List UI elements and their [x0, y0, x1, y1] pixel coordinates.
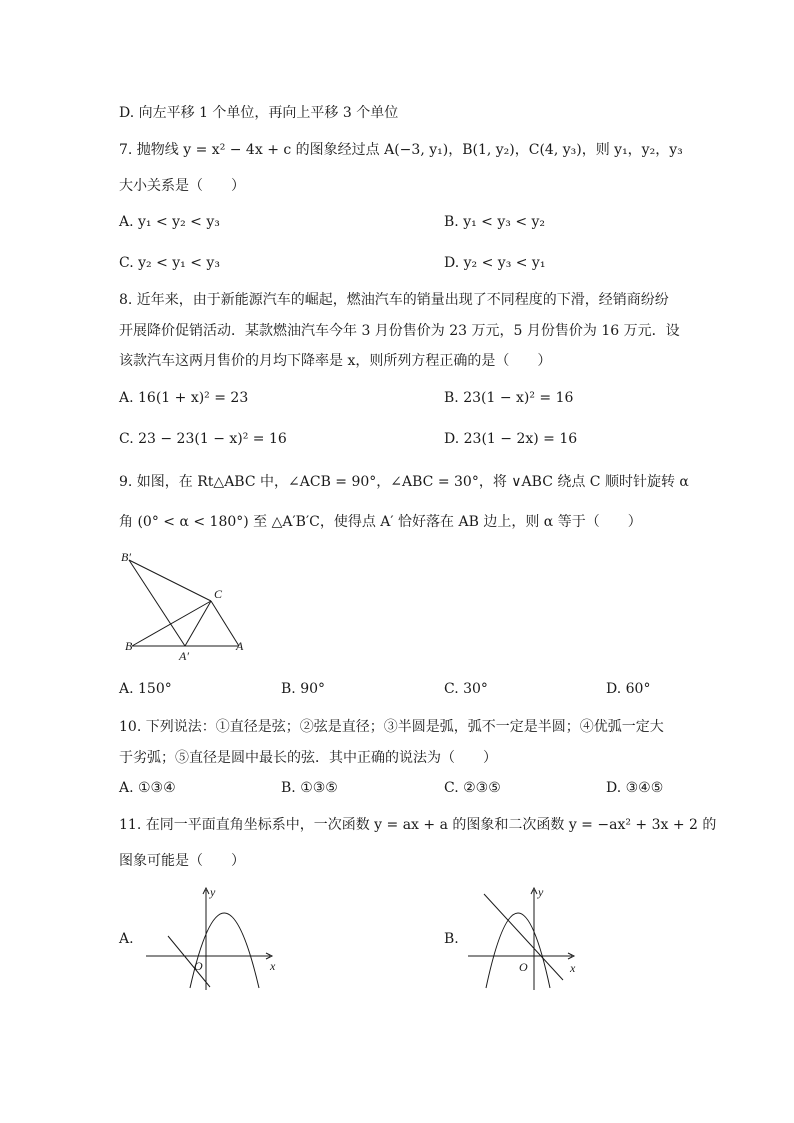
q9-option-d: D. 60°	[606, 681, 651, 697]
q9-option-b: B. 90°	[281, 681, 326, 697]
q10-option-a: A. ①③④	[119, 780, 176, 796]
q9-stem-line2: 角 (0° < α < 180°) 至 △A′B′C，使得点 A′ 恰好落在 AB 边上，则 α 等于（ ）	[119, 514, 642, 530]
q11-stem-line1: 11. 在同一平面直角坐标系中，一次函数 y = ax + a 的图象和二次函数 y = −ax² + 3x + 2 的	[119, 817, 717, 833]
q10-option-d: D. ③④⑤	[606, 780, 664, 796]
q8-option-a: A. 16(1 + x)² = 23	[119, 390, 249, 406]
q6-option-d: D. 向左平移 1 个单位，再向上平移 3 个单位	[119, 105, 399, 121]
q8-option-c: C. 23 − 23(1 − x)² = 16	[119, 431, 287, 447]
label-a: A	[236, 639, 244, 653]
q11-stem-line2: 图象可能是（ ）	[119, 853, 245, 869]
q10-stem-line2: 于劣弧；⑤直径是圆中最长的弦．其中正确的说法为（ ）	[119, 750, 497, 766]
q9-stem-line1: 9. 如图，在 Rt△ABC 中，∠ACB = 90°，∠ABC = 30°，将 ∨ABC 绕点 C 顺时针旋转 α	[119, 474, 689, 490]
q7-option-c: C. y₂ < y₁ < y₃	[119, 255, 220, 271]
segment-b-prime-a-prime	[129, 560, 185, 646]
x-axis-label: x	[570, 961, 576, 975]
q8-stem-line3: 该款汽车这两月售价的月均下降率是 x，则所列方程正确的是（ ）	[119, 353, 552, 369]
y-axis-label: y	[210, 885, 216, 899]
origin-label: O	[194, 959, 203, 973]
segment-b-prime-c	[129, 560, 211, 601]
q8-stem-line1: 8. 近年来，由于新能源汽车的崛起，燃油汽车的销量出现了不同程度的下滑，经销商纷纷	[119, 292, 669, 308]
q10-option-c: C. ②③⑤	[444, 780, 501, 796]
q7-stem-line2: 大小关系是（ ）	[119, 178, 245, 194]
q8-stem-line2: 开展降价促销活动．某款燃油汽车今年 3 月份售价为 23 万元，5 月份售价为 16 万元．设	[119, 323, 680, 339]
q10-option-b: B. ①③⑤	[281, 780, 338, 796]
parabola	[190, 913, 259, 988]
y-axis-label: y	[538, 885, 544, 899]
segment-ca	[211, 601, 239, 646]
q8-option-d: D. 23(1 − 2x) = 16	[444, 431, 578, 447]
x-axis-label: x	[270, 959, 276, 973]
q7-option-b: B. y₁ < y₃ < y₂	[444, 214, 546, 230]
q9-option-c: C. 30°	[444, 681, 488, 697]
q11-graph-b	[466, 884, 606, 994]
q11-option-b-label: B.	[444, 931, 459, 947]
q10-stem-line1: 10. 下列说法：①直径是弦；②弦是直径；③半圆是弧，弧不一定是半圆；④优弧一定大	[119, 719, 664, 735]
q9-option-a: A. 150°	[119, 681, 172, 697]
segment-bc	[132, 601, 211, 646]
label-a-prime: A′	[179, 649, 189, 663]
label-b: B	[125, 639, 133, 653]
origin-label: O	[519, 960, 528, 974]
parabola	[486, 913, 550, 988]
line-graph	[168, 936, 210, 987]
q7-option-a: A. y₁ < y₂ < y₃	[119, 214, 220, 230]
q7-stem-line1: 7. 抛物线 y = x² − 4x + c 的图象经过点 A(−3, y₁)，B(1, y₂)，C(4, y₃)，则 y₁，y₂，y₃	[119, 142, 683, 158]
label-b-prime: B′	[121, 550, 131, 564]
q11-graph-a	[144, 884, 284, 994]
segment-a-prime-c	[185, 601, 211, 646]
q7-option-d: D. y₂ < y₃ < y₁	[444, 255, 546, 271]
q8-option-b: B. 23(1 − x)² = 16	[444, 390, 574, 406]
q9-triangle-figure	[115, 546, 255, 666]
q11-option-a-label: A.	[119, 931, 134, 947]
label-c: C	[214, 587, 223, 601]
